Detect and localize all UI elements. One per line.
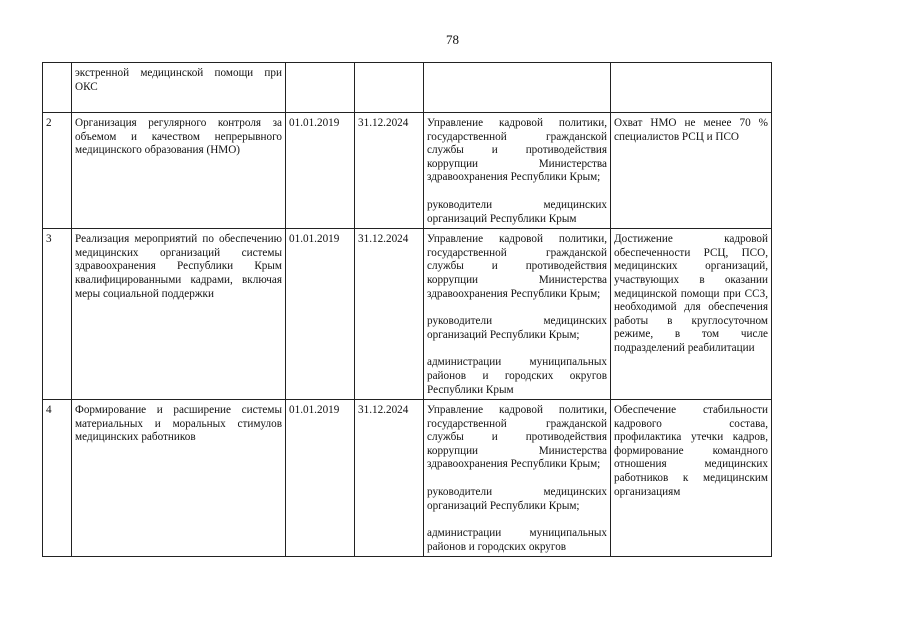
table-row (43, 400, 772, 557)
executor-entry: руководители медицинских организаций Республики Крым; (427, 315, 607, 341)
executors-cell (424, 400, 611, 557)
result-cell (611, 63, 772, 113)
start-date-cell: 01.01.2019 (286, 113, 355, 229)
result-cell: Обеспечение стабильности кадрового состава, профилактика утечки кадров, формирование командного отношения медицинских работников к медицинским организациям (611, 400, 772, 557)
executor-entry: Управление кадровой политики, государственной гражданской службы и противодействия коррупции Министерства здравоохранения Республики Крым; (427, 404, 607, 471)
task-cell: Организация регулярного контроля за объемом и качеством непрерывного медицинского образования (НМО) (72, 113, 286, 229)
table-row (43, 229, 772, 400)
start-date-cell (286, 63, 355, 113)
table-row (43, 113, 772, 229)
end-date-cell: 31.12.2024 (355, 400, 424, 557)
executor-entry: администрации муниципальных районов и городских округов (427, 527, 607, 553)
executor-entry: руководители медицинских организаций Республики Крым (427, 198, 607, 225)
row-number: 3 (43, 229, 72, 400)
end-date-cell (355, 63, 424, 113)
end-date-cell: 31.12.2024 (355, 113, 424, 229)
executors-cell (424, 113, 611, 229)
result-cell: Охват НМО не менее 70 % специалистов РСЦ и ПСО (611, 113, 772, 229)
row-number (43, 63, 72, 113)
executor-entry: Управление кадровой политики, государственной гражданской службы и противодействия коррупции Министерства здравоохранения Республики Крым; (427, 117, 607, 184)
executors-cell (424, 229, 611, 400)
task-cell: Формирование и расширение системы материальных и моральных стимулов медицинских работников (72, 400, 286, 557)
start-date-cell: 01.01.2019 (286, 229, 355, 400)
end-date-cell: 31.12.2024 (355, 229, 424, 400)
row-number: 2 (43, 113, 72, 229)
activity-table (42, 62, 772, 557)
executors-cell (424, 63, 611, 113)
table-row (43, 63, 772, 113)
executor-entry: руководители медицинских организаций Республики Крым; (427, 486, 607, 512)
task-cell: Реализация мероприятий по обеспечению медицинских организаций системы здравоохранения Республики Крым квалифицированными кадрами, включая меры социальной поддержки (72, 229, 286, 400)
page-number: 78 (446, 32, 459, 47)
result-cell: Достижение кадровой обеспеченности РСЦ, ПСО, медицинских организаций, участвующих в оказании медицинской помощи при ССЗ, необходимой для обеспечения работы в круглосуточном режиме, в том числе подразделений реабилитации (611, 229, 772, 400)
task-cell: экстренной медицинской помощи при ОКС (72, 63, 286, 113)
executor-entry: Управление кадровой политики, государственной гражданской службы и противодействия коррупции Министерства здравоохранения Республики Крым; (427, 233, 607, 300)
executor-entry: администрации муниципальных районов и городских округов Республики Крым (427, 356, 607, 396)
start-date-cell: 01.01.2019 (286, 400, 355, 557)
row-number: 4 (43, 400, 72, 557)
